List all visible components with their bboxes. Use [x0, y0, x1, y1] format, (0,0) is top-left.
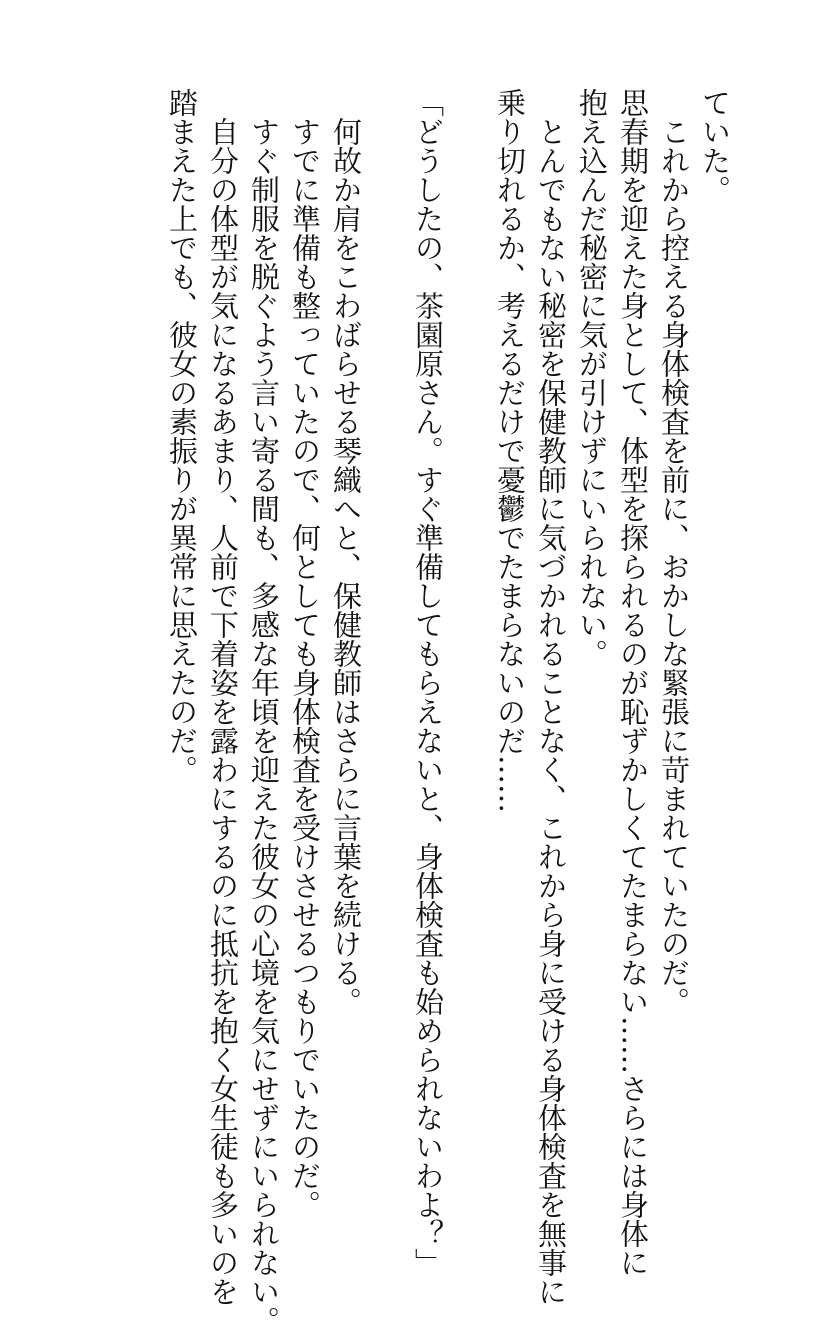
text-line: 抱え込んだ秘密に気が引けずにいられない。: [575, 88, 609, 668]
text-line: ていた。: [698, 88, 732, 204]
paragraph-gap: [366, 88, 407, 1088]
text-line: 乗り切れるか、考えるだけで憂鬱でたまらないのだ……: [493, 88, 527, 813]
text-line: すでに準備も整っていたので、何としても身体検査を受けさせるつもりでいたのだ。: [288, 117, 322, 1219]
dialogue-line: 「どうしたの、茶園原さん。すぐ準備してもらえないと、身体検査も始められないわよ？」: [411, 88, 445, 1277]
text-line: すぐ制服を脱ぐよう言い寄る間も、多感な年頃を迎えた彼女の心境を気にせずにいられない。: [247, 117, 281, 1335]
text-line: 何故か肩をこわばらせる琴織へと、保健教師はさらに言葉を続ける。: [329, 117, 363, 1016]
text-line: とんでもない秘密を保健教師に気づかれることなく、これから身に受ける身体検査を無事に: [534, 117, 568, 1306]
text-line: 自分の体型が気になるあまり、人前で下着姿を露わにするのに抵抗を抱く女生徒も多いのを: [206, 117, 240, 1306]
vertical-text-body: [161, 88, 735, 1335]
text-line: これから控える身体検査を前に、おかしな緊張に苛まれていたのだ。: [657, 117, 691, 1016]
text-line: 思春期を迎えた身として、体型を探られるのが恥ずかしくてたまらない……さらには身体に: [616, 88, 650, 1277]
text-line: 踏まえた上でも、彼女の素振りが異常に思えたのだ。: [165, 88, 199, 784]
paragraph-gap: [448, 88, 489, 1088]
